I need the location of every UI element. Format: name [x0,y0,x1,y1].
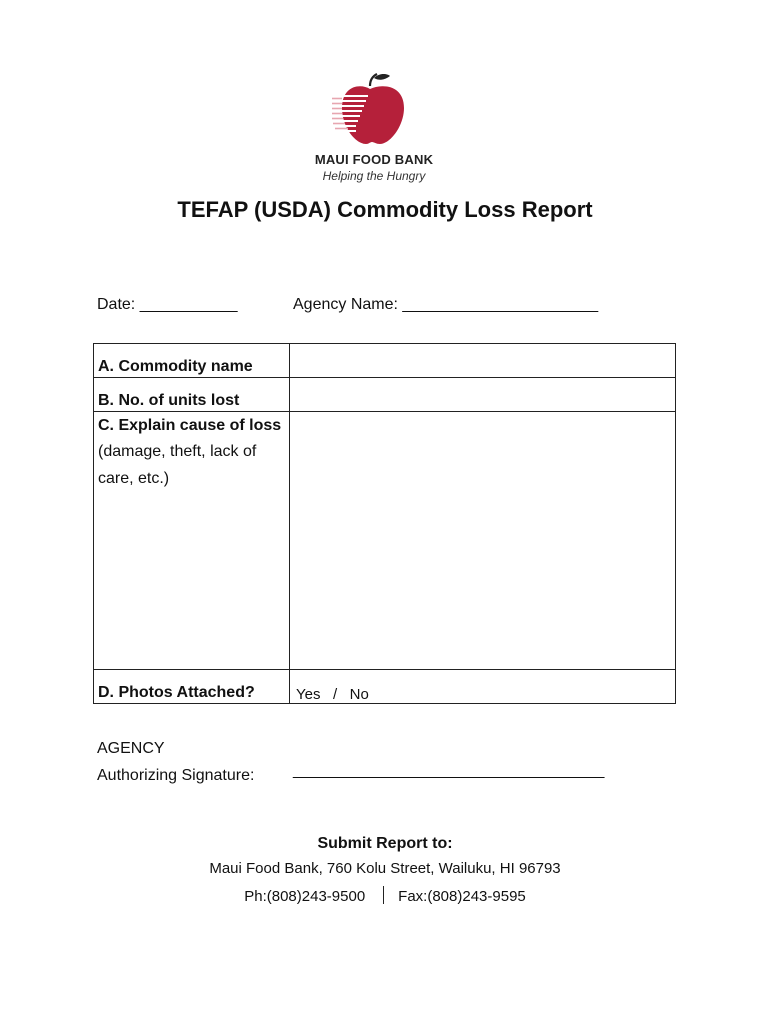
submit-heading: Submit Report to: [317,835,453,852]
signature-block [97,735,254,789]
commodity-name-label: A. Commodity name [98,358,253,375]
contact-line [0,886,770,905]
units-lost-label: B. No. of units lost [98,392,240,409]
agency-label: AGENCY [97,740,165,757]
table-row-photos-attached [94,670,675,703]
logo-name: MAUI FOOD BANK [314,152,434,167]
table-row-units-lost [94,378,675,412]
commodity-loss-table [93,343,676,704]
signature-field[interactable]: ___________________________________ [293,762,605,779]
fax-number: Fax:(808)243-9595 [398,888,526,905]
apple-logo-icon [330,72,410,148]
units-lost-input[interactable] [296,378,671,413]
maui-food-bank-logo [300,72,470,187]
phone-number: Ph:(808)243-9500 [244,888,366,905]
photos-attached-label: D. Photos Attached? [98,684,255,701]
cause-of-loss-label: C. Explain cause of loss [98,417,282,434]
commodity-name-label-cell [94,344,290,377]
cause-of-loss-label-cell [94,412,290,669]
table-row-cause-of-loss [94,412,675,670]
date-field[interactable]: Date: ___________ [97,296,238,313]
units-lost-label-cell [94,378,290,411]
submit-address: Maui Food Bank, 760 Kolu Street, Wailuku, HI 96793 [209,860,561,877]
photos-attached-label-cell [94,670,290,703]
commodity-name-input[interactable] [296,344,671,379]
contact-separator [383,886,384,904]
authorizing-signature-label: Authorizing Signature: [97,767,255,784]
document-title: TEFAP (USDA) Commodity Loss Report [177,197,593,222]
photos-attached-yes-no[interactable]: Yes / No [296,686,369,703]
logo-tagline: Helping the Hungry [322,169,426,183]
agency-name-field[interactable]: Agency Name: ______________________ [293,296,599,313]
cause-of-loss-hint: (damage, theft, lack of care, etc.) [98,443,257,487]
column-divider [289,378,290,411]
table-row-commodity-name [94,344,675,378]
column-divider [289,412,290,669]
cause-of-loss-input[interactable] [296,412,671,671]
